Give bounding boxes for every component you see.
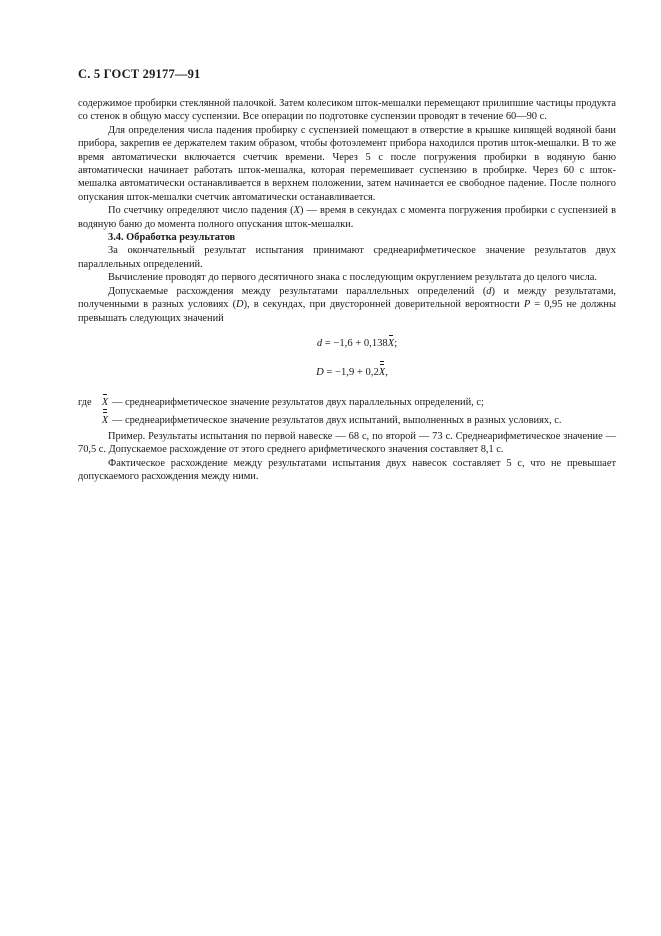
symbol: d bbox=[316, 337, 323, 349]
paragraph: За окончательный результат испытания принимают среднеарифметическое значение результатов двух параллельных определений. bbox=[78, 245, 616, 270]
symbol: D bbox=[316, 366, 324, 378]
document-page bbox=[78, 66, 616, 483]
text-run: , bbox=[385, 366, 388, 378]
paragraph: Вычисление проводят до первого десятичного знака с последующим округлением результата до целого числа. bbox=[108, 272, 598, 284]
symbol: D bbox=[236, 299, 244, 311]
where-item bbox=[78, 414, 616, 427]
paragraph: Пример. Результаты испытания по первой навеске — 68 с, по второй — 73 с. Среднеарифметическое значение — 70,5 с. Допускаемое расхождение от этого среднего арифметического значения составляет 8,1 с. bbox=[78, 430, 616, 456]
formula-d bbox=[78, 337, 616, 351]
text-run: = −1,6 + 0,138 bbox=[322, 337, 388, 349]
section-heading: 3.4. Обработка результатов bbox=[108, 232, 236, 244]
text-run: ) и между результатами, полученными в разных условиях ( bbox=[78, 285, 616, 311]
paragraph bbox=[78, 204, 616, 231]
page-header: С. 5 ГОСТ 29177—91 bbox=[78, 67, 201, 81]
text-run: Допускаемые расхождения между результатами параллельных определений ( bbox=[108, 285, 487, 297]
x-bar-symbol: X bbox=[387, 337, 395, 349]
x-double-bar-symbol: X bbox=[378, 366, 386, 378]
x-double-bar-symbol: X bbox=[101, 415, 109, 427]
symbol: X bbox=[293, 205, 300, 217]
where-label: где bbox=[78, 396, 92, 408]
text-run: По счетчику определяют число падения ( bbox=[108, 205, 294, 217]
paragraph: Фактическое расхождение между результатами испытания двух навесок составляет 5 с, что не превышает допускаемого расхождения между ними. bbox=[78, 457, 616, 482]
paragraph bbox=[78, 285, 616, 325]
where-item bbox=[78, 396, 616, 409]
paragraph: содержимое пробирки стеклянной палочкой. Затем колесиком шток-мешалки перемещают прилипшие частицы продукта со стенок в общую массу суспензии. Все операции по подготовке суспензии проводят в течение 60—90 с. bbox=[78, 98, 616, 123]
text-run: = 0,95 не должны превышать следующих значений bbox=[78, 299, 616, 324]
text-run: = −1,9 + 0,2 bbox=[323, 366, 379, 378]
where-text: — среднеарифметическое значение результатов двух испытаний, выполненных в разных условиях, с. bbox=[112, 415, 562, 427]
x-bar-symbol: X bbox=[101, 396, 109, 408]
formula-D bbox=[78, 366, 616, 380]
text-run: ; bbox=[394, 337, 398, 349]
text-run: ), в секундах, при двусторонней доверительной вероятности bbox=[243, 299, 524, 311]
paragraph: Для определения числа падения пробирку с суспензией помещают в отверстие в крышке кипящей водяной бани прибора, закрепив ее держателем таким образом, чтобы фотоэлемент прибора находился против шток-мешалки. В то же время автоматически включается счетчик времени. Через 5 с после погружения пробирки в водяную баню автоматически начинает работать шток-мешалка, которая перемешивает суспензию в пробирке. Через 60 с шток-мешалка автоматически останавливается в верхнем положении, затем начинается ее свободное падение. После полного опускания шток-мешалки счетчик автоматически останавливается. bbox=[78, 124, 616, 203]
text-run: ) — время в секундах с момента погружения пробирки с суспензией в водяную баню до момента полного опускания шток-мешалки. bbox=[78, 205, 616, 230]
symbol: d bbox=[486, 285, 492, 297]
where-text: — среднеарифметическое значение результатов двух параллельных определений, с; bbox=[112, 396, 484, 408]
symbol: P bbox=[523, 299, 531, 311]
